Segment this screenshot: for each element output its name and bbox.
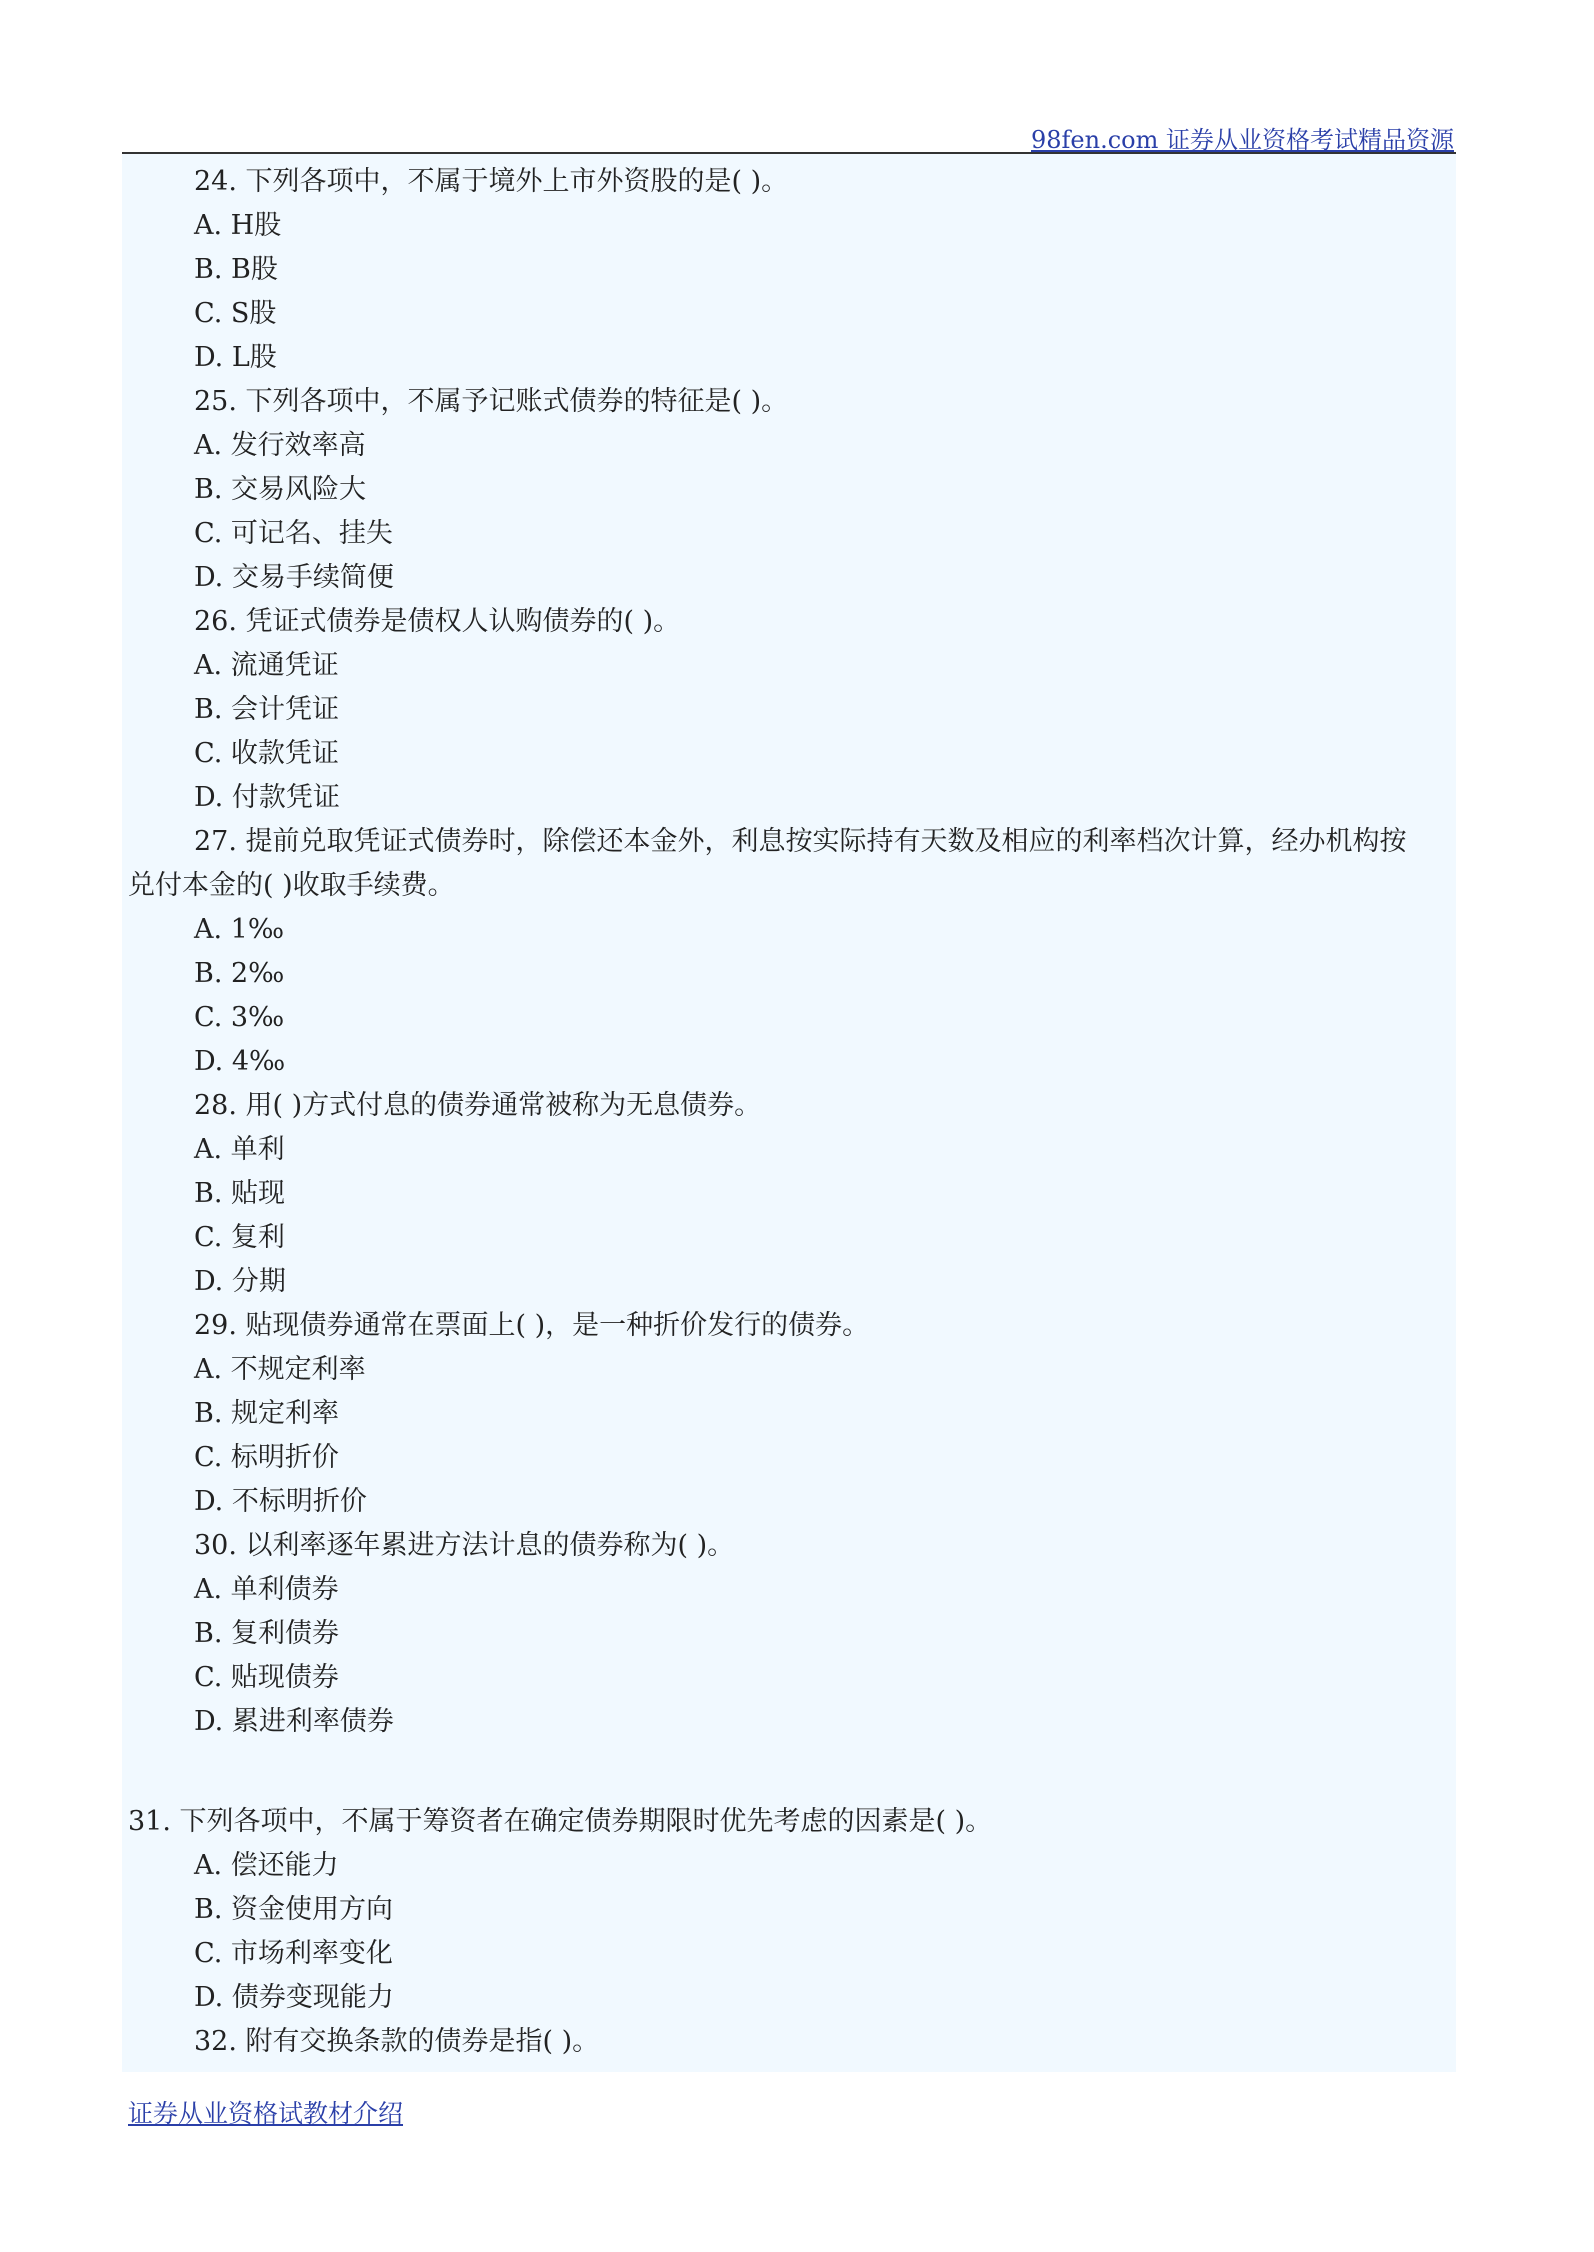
answer-option: D. 交易手续简便 [194, 562, 394, 593]
answer-option: A. 流通凭证 [194, 650, 339, 681]
answer-option: C. 收款凭证 [194, 738, 339, 769]
question-block-1 [122, 160, 1456, 1744]
question-text-continuation: 兑付本金的( )收取手续费。 [128, 870, 455, 901]
answer-option: B. 会计凭证 [194, 694, 340, 725]
answer-option: A. 单利 [194, 1134, 285, 1165]
footer-textbook-link[interactable]: 证券从业资格试教材介绍 [128, 2099, 404, 2128]
answer-option: A. 不规定利率 [194, 1354, 366, 1385]
answer-option: C. S股 [194, 298, 277, 329]
answer-option: D. 不标明折价 [194, 1486, 367, 1517]
question-text: 32. 附有交换条款的债券是指( )。 [194, 2026, 600, 2057]
answer-option: D. 分期 [194, 1266, 286, 1297]
answer-option: D. 累进利率债券 [194, 1706, 394, 1737]
question-text: 26. 凭证式债券是债权人认购债券的( )。 [194, 606, 681, 637]
question-text: 27. 提前兑取凭证式债券时，除偿还本金外，利息按实际持有天数及相应的利率档次计算，经办机构按 [194, 826, 1407, 857]
answer-option: C. 贴现债券 [194, 1662, 339, 1693]
answer-option: D. 4‰ [194, 1046, 286, 1077]
answer-option: B. 交易风险大 [194, 474, 367, 505]
question-text: 25. 下列各项中，不属予记账式债券的特征是( )。 [194, 386, 789, 417]
question-text: 31. 下列各项中，不属于筹资者在确定债券期限时优先考虑的因素是( )。 [128, 1806, 993, 1837]
question-text: 29. 贴现债券通常在票面上( )，是一种折价发行的债券。 [194, 1310, 870, 1341]
answer-option: C. 复利 [194, 1222, 285, 1253]
answer-option: C. 可记名、挂失 [194, 518, 393, 549]
answer-option: D. 债券变现能力 [194, 1982, 394, 2013]
answer-option: A. H股 [194, 210, 282, 241]
answer-option: D. L股 [194, 342, 277, 373]
answer-option: D. 付款凭证 [194, 782, 340, 813]
answer-option: C. 标明折价 [194, 1442, 339, 1473]
question-text: 28. 用( )方式付息的债券通常被称为无息债券。 [194, 1090, 762, 1121]
answer-option: C. 3‰ [194, 1002, 285, 1033]
answer-option: B. 规定利率 [194, 1398, 340, 1429]
answer-option: A. 1‰ [194, 914, 285, 945]
answer-option: A. 发行效率高 [194, 430, 366, 461]
answer-option: A. 偿还能力 [194, 1850, 339, 1881]
site-header-link[interactable]: 98fen.com 证券从业资格考试精品资源 [1031, 126, 1454, 154]
question-block-2 [122, 1800, 1456, 2064]
page-header [122, 118, 1456, 154]
question-text: 24. 下列各项中，不属于境外上市外资股的是( )。 [194, 166, 789, 197]
answer-option: B. 2‰ [194, 958, 285, 989]
answer-option: C. 市场利率变化 [194, 1938, 393, 1969]
answer-option: B. B股 [194, 254, 278, 285]
answer-option: B. 复利债券 [194, 1618, 340, 1649]
question-text: 30. 以利率逐年累进方法计息的债券称为( )。 [194, 1530, 735, 1561]
answer-option: B. 贴现 [194, 1178, 286, 1209]
answer-option: B. 资金使用方向 [194, 1894, 394, 1925]
answer-option: A. 单利债券 [194, 1574, 339, 1605]
